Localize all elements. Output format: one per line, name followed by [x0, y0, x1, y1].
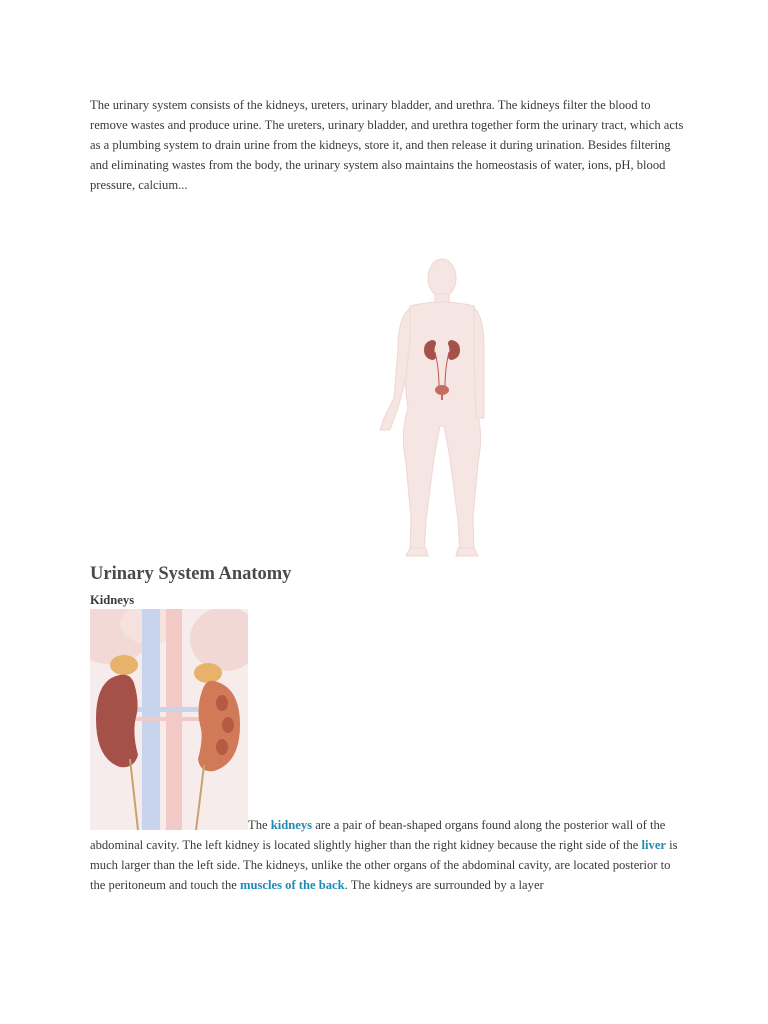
- urinary-system-body-illustration: [360, 258, 520, 563]
- subsection-title: Kidneys: [90, 593, 135, 607]
- kidneys-text-1: The: [248, 818, 271, 832]
- body-bladder: [435, 385, 449, 395]
- kidneys-text-3: is much larger than the left side. The kidneys, unlike the other organs of the abdominal cavity, are located posterior to the peritoneum and touch the: [90, 838, 678, 892]
- kidneys-link[interactable]: kidneys: [270, 818, 313, 832]
- kidneys-text-4: . The kidneys are surrounded by a layer: [344, 878, 544, 892]
- kidney-anatomy-illustration: [90, 609, 248, 830]
- section-title: Urinary System Anatomy: [90, 564, 292, 584]
- liver-link[interactable]: liver: [641, 838, 667, 852]
- kidneys-paragraph: [90, 815, 680, 895]
- intro-paragraph: The urinary system consists of the kidneys, ureters, urinary bladder, and urethra. The kidneys filter the blood to remove wastes and produce urine. The ureters, urinary bladder, and urethra together form the urinary tract, which acts as a plumbing system to drain urine from the kidneys, store it, and then release it during urination. Besides filtering and eliminating wastes from the body, the urinary system also maintains the homeostasis of water, ions, pH, blood pressure, calcium...: [90, 98, 684, 192]
- muscles-of-the-back-link[interactable]: muscles of the back: [240, 878, 345, 892]
- kidneys-text-2: are a pair of bean-shaped organs found along the posterior wall of the abdominal cavity. The left kidney is located slightly higher than the right kidney because the right side of the: [90, 818, 666, 852]
